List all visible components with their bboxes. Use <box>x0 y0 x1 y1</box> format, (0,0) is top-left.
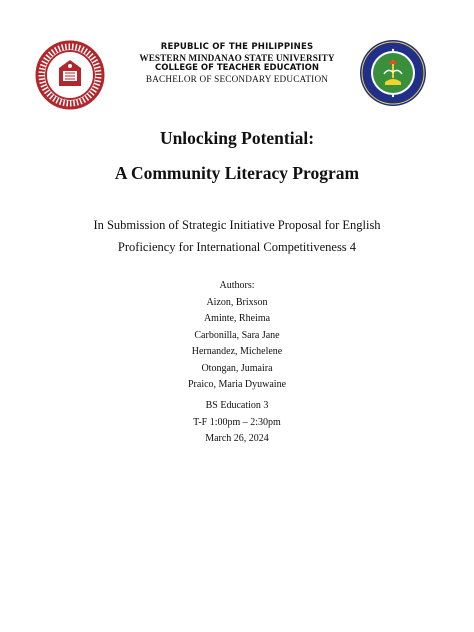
header-text <box>130 42 344 84</box>
subtitle-line-2: Proficiency for International Competitiveness 4 <box>117 240 357 254</box>
submission-date: March 26, 2024 <box>205 433 269 444</box>
author-name: Otongan, Jumaira <box>201 362 273 374</box>
wmsu-seal-logo <box>35 40 105 110</box>
author-name: Aminte, Rheima <box>203 313 271 324</box>
title-line-1: Unlocking Potential: <box>159 128 315 148</box>
author-name: Hernandez, Michelene <box>191 346 283 357</box>
cte-seal-logo <box>358 38 428 108</box>
subtitle-line-1: In Submission of Strategic Initiative Proposal for English <box>93 218 381 232</box>
course-program: BS Education 3 <box>205 400 269 411</box>
course-info <box>0 398 474 448</box>
university-header <box>0 38 474 110</box>
college-line: COLLEGE OF TEACHER EDUCATION <box>155 63 319 73</box>
author-name: Praico, Maria Dyuwaine <box>187 379 287 390</box>
authors-section <box>0 278 474 394</box>
country-line: REPUBLIC OF THE PHILIPPINES <box>160 42 314 52</box>
author-name: Carbonilla, Sara Jane <box>194 329 280 341</box>
program-line: BACHELOR OF SECONDARY EDUCATION <box>145 73 329 84</box>
author-name: Aizon, Brixson <box>206 296 268 308</box>
authors-label: Authors: <box>219 280 255 291</box>
title-line-2: A Community Literacy Program <box>114 163 360 183</box>
university-line: WESTERN MINDANAO STATE UNIVERSITY <box>139 52 335 63</box>
course-schedule: T-F 1:00pm – 2:30pm <box>193 416 281 428</box>
